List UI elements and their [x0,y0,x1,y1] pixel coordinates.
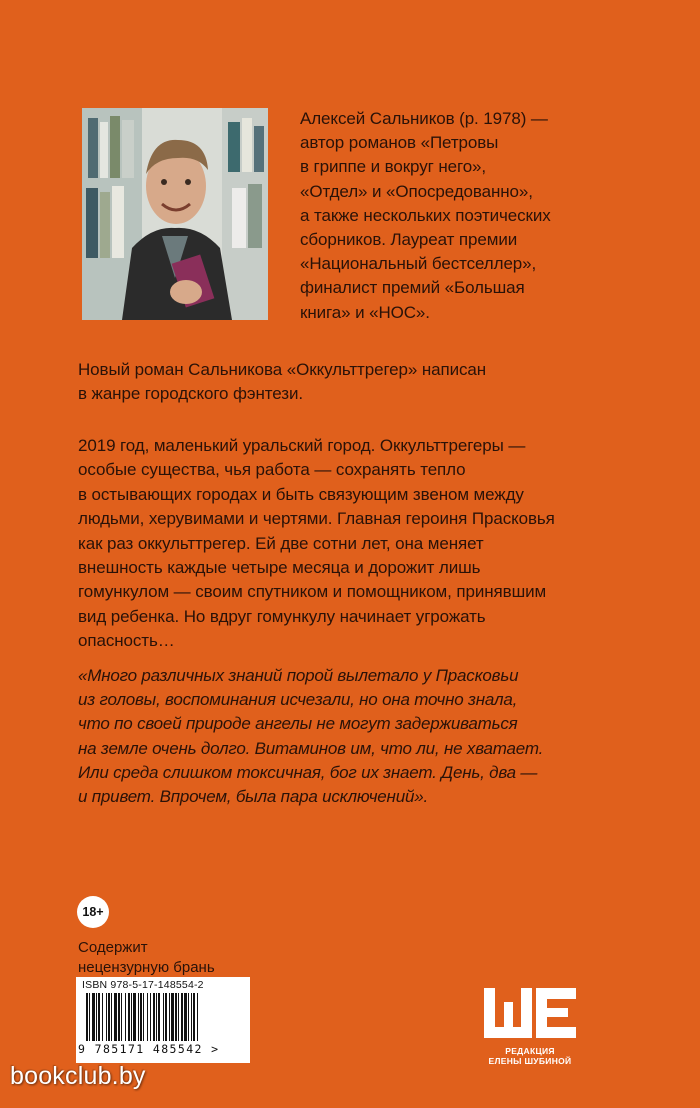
barcode-bar [96,993,97,1041]
barcode-bar [191,993,192,1041]
barcode-bar [131,993,132,1041]
bio-line: автор романов «Петровы [300,133,499,153]
barcode-bar [125,993,126,1041]
barcode-bar [184,993,187,1041]
quote-line: Или среда слишком токсичная, бог их знает. День, два — [78,762,538,782]
barcode-bar [118,993,120,1041]
content-warning [78,938,278,978]
barcode-bar [111,993,112,1041]
barcode-bar [175,993,177,1041]
barcode-graphic [82,993,244,1041]
barcode-bar [165,993,167,1041]
paragraph-line: людьми, херувимами и чертями. Главная героиня Прасковья [78,509,555,529]
paragraph-line: опасность… [78,631,175,651]
bio-line: Алексей Сальников (р. 1978) — [300,109,548,128]
publisher-logo-icon [480,982,580,1042]
barcode-bar [121,993,122,1041]
barcode-bar [114,993,117,1041]
age-rating-badge: 18+ [77,896,109,928]
paragraph-line: 2019 год, маленький уральский город. Оккульттрегеры — [78,436,526,455]
intro-paragraph [78,358,678,407]
author-photo-image [82,108,268,320]
barcode-bar [128,993,130,1041]
bio-line: «Отдел» и «Опосредованно», [300,181,533,201]
barcode-bar [169,993,170,1041]
publisher-line-1: РЕДАКЦИЯ [505,1046,555,1056]
barcode-bar [158,993,160,1041]
isbn-text: ISBN 978-5-17-148554-2 [82,979,204,991]
barcode-bar [108,993,110,1041]
site-watermark: bookclub.by [10,1062,146,1090]
book-quote [78,664,678,809]
barcode-bar [143,993,144,1041]
quote-line: из головы, воспоминания исчезали, но она точно знала, [78,690,518,710]
barcode-bar [197,993,198,1041]
publisher-logo [480,982,580,1042]
paragraph-line: особые существа, чья работа — сохранять тепло [78,460,466,480]
barcode-bar [86,993,88,1041]
barcode-bar [193,993,195,1041]
author-bio [300,107,630,325]
barcode-bar [98,993,100,1041]
author-photo [82,108,268,320]
bio-line: «Национальный бестселлер», [300,254,537,274]
bio-line: а также нескольких поэтических [300,205,551,225]
bio-line: финалист премий «Большая [300,278,525,298]
quote-line: и привет. Впрочем, была пара исключений». [78,787,428,807]
barcode-bar [147,993,148,1041]
barcode-bar [181,993,183,1041]
publisher-name [470,1046,590,1066]
quote-line: на земле очень долго. Витаминов им, что ли, не хватает. [78,738,544,758]
publisher-line-2: ЕЛЕНЫ ШУБИНОЙ [488,1056,572,1066]
barcode-bar [140,993,142,1041]
barcode-bar [163,993,164,1041]
bio-line: книга» и «НОС». [300,302,430,322]
barcode-bar [102,993,103,1041]
barcode-label [76,977,250,1063]
paragraph-line: в остывающих городах и быть связующим звеном между [78,484,524,504]
barcode-bar [133,993,136,1041]
barcode-bar [178,993,179,1041]
barcode-digits: 9 785171 485542 > [78,1042,220,1056]
paragraph-line: в жанре городского фэнтези. [78,384,303,404]
paragraph-line: как раз оккульттрегер. Ей две сотни лет, она меняет [78,533,484,553]
barcode-bar [138,993,139,1041]
barcode-bar [171,993,174,1041]
barcode-bar [150,993,151,1041]
warning-line-1: Содержит [78,939,148,956]
warning-line-2: нецензурную брань [78,959,215,976]
paragraph-line: внешность каждые четыре месяца и дорожит лишь [78,558,481,578]
paragraph-line: вид ребенка. Но вдруг гомункулу начинает угрожать [78,606,486,626]
barcode-bar [156,993,157,1041]
synopsis-paragraph [78,434,678,654]
barcode-bars [82,993,244,1041]
paragraph-line: Новый роман Сальникова «Оккульттрегер» написан [78,360,487,379]
barcode-bar [188,993,189,1041]
quote-line: «Много различных знаний порой вылетало у Прасковьи [78,666,519,685]
bio-line: сборников. Лауреат премии [300,230,518,250]
bio-line: в гриппе и вокруг него», [300,157,487,177]
barcode-bar [92,993,95,1041]
paragraph-line: гомункулом — своим спутником и помощником, принявшим [78,582,547,602]
barcode-bar [153,993,155,1041]
barcode-bar [106,993,107,1041]
barcode-bar [89,993,90,1041]
quote-line: что по своей природе ангелы не могут задерживаться [78,714,518,734]
